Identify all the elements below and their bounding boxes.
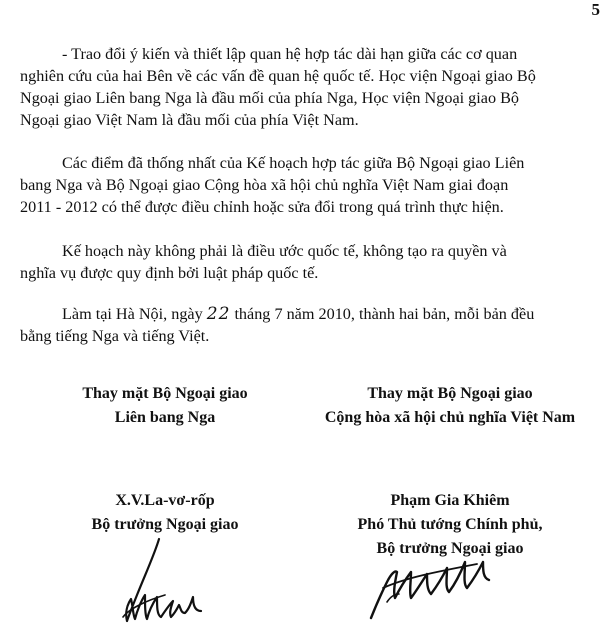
closing-line — [62, 303, 600, 325]
closing-prefix: Làm tại Hà Nội, ngày — [62, 305, 207, 323]
left-signature-image — [115, 535, 215, 627]
right-signatory-title-line2: Bộ trưởng Ngoại giao — [376, 540, 524, 557]
closing-suffix: tháng 7 năm 2010, thành hai bản, mỗi bản đều — [230, 305, 535, 323]
paragraph-line: 2011 - 2012 có thể được điều chỉnh hoặc sửa đổi trong quá trình thực hiện. — [20, 198, 504, 216]
paragraph-line: Ngoại giao Liên bang Nga là đầu mối của phía Nga, Học viện Ngoại giao Bộ — [20, 89, 519, 107]
paragraph-line: nghĩa vụ được quy định bởi luật pháp quốc tế. — [20, 264, 319, 282]
left-heading-line1: Thay mặt Bộ Ngoại giao — [82, 385, 248, 402]
page-number: 5 — [591, 0, 600, 19]
paragraph-closing — [20, 303, 600, 347]
paragraph-line: bang Nga và Bộ Ngoại giao Cộng hòa xã hội chủ nghĩa Việt Nam giai đoạn — [20, 176, 509, 194]
left-signatory-heading — [50, 382, 280, 430]
paragraph-line: Các điểm đã thống nhất của Kế hoạch hợp tác giữa Bộ Ngoại giao Liên — [62, 154, 525, 172]
paragraph-line: Kế hoạch này không phải là điều ước quốc tế, không tạo ra quyền và — [62, 242, 507, 260]
right-heading-line1: Thay mặt Bộ Ngoại giao — [367, 385, 533, 402]
left-signatory-title: Bộ trưởng Ngoại giao — [91, 516, 239, 533]
right-signatory-title-line1: Phó Thủ tướng Chính phủ, — [357, 516, 543, 533]
right-signatory-heading — [300, 382, 600, 430]
left-signatory-name-block — [50, 489, 280, 537]
right-signature-image — [365, 548, 500, 622]
right-signatory-name: Phạm Gia Khiêm — [390, 492, 510, 509]
paragraph-line: - Trao đổi ý kiến và thiết lập quan hệ hợp tác dài hạn giữa các cơ quan — [62, 45, 518, 63]
left-heading-line2: Liên bang Nga — [114, 409, 216, 426]
paragraph-amendment — [20, 152, 600, 218]
handwritten-day: 22 — [206, 304, 231, 324]
right-heading-line2: Cộng hòa xã hội chủ nghĩa Việt Nam — [324, 409, 576, 426]
left-signatory-name: X.V.La-vơ-rốp — [115, 492, 215, 509]
paragraph-legal-status — [20, 240, 600, 284]
paragraph-line: nghiên cứu của hai Bên về các vấn đề quan hệ quốc tế. Học viện Ngoại giao Bộ — [20, 67, 536, 85]
paragraph-exchange — [20, 43, 600, 131]
closing-line-2: bằng tiếng Nga và tiếng Việt. — [20, 327, 210, 345]
paragraph-line: Ngoại giao Việt Nam là đầu mối của phía Việt Nam. — [20, 111, 359, 129]
